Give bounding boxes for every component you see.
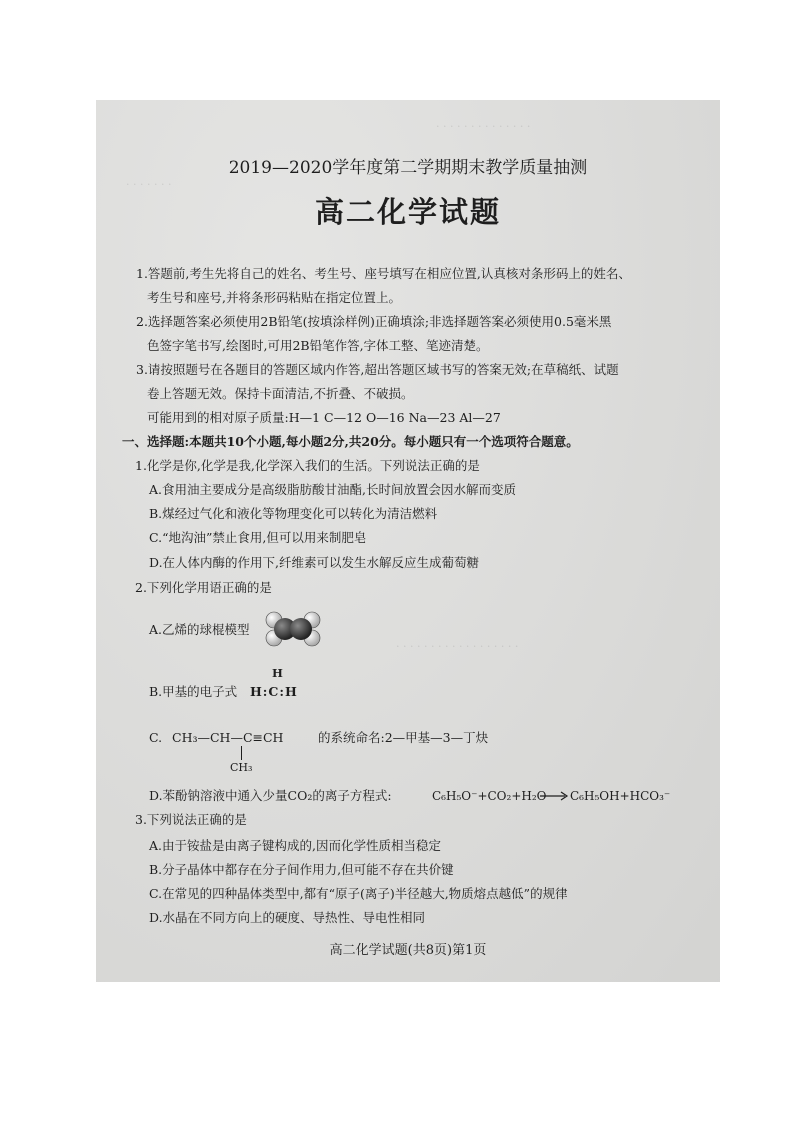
- instruction-2-line-1: 2.选择题答案必须使用2B铅笔(按填涂样例)正确填涂;非选择题答案必须使用0.5毫米黑: [136, 314, 612, 329]
- exam-title: 2019—2020学年度第二学期期末教学质量抽测: [228, 158, 588, 178]
- bleed-through-decoration: · · · · · · · · · · · · · · · · · ·: [396, 640, 519, 653]
- instruction-1-line-1: 1.答题前,考生先将自己的姓名、考生号、座号填写在相应位置,认真核对条形码上的姓名、: [136, 266, 631, 281]
- q3-stem: 3.下列说法正确的是: [135, 812, 247, 827]
- q1-option-a: A.食用油主要成分是高级脂肪酸甘油酯,长时间放置会因水解而变质: [149, 482, 516, 497]
- q1-option-d: D.在人体内酶的作用下,纤维素可以发生水解反应生成葡萄糖: [149, 555, 480, 570]
- reaction-arrow-icon: [539, 790, 569, 802]
- q3-option-a: A.由于铵盐是由离子键构成的,因而化学性质相当稳定: [149, 838, 441, 853]
- q3-option-b: B.分子晶体中都存在分子间作用力,但可能不存在共价键: [149, 862, 454, 877]
- q2-option-b-label: B.甲基的电子式: [149, 684, 238, 699]
- q2-option-c-chain: CH₃—CH—C≡CH: [172, 730, 284, 745]
- branch-bond: [241, 746, 242, 760]
- q2-option-d-left: C₆H₅O⁻+CO₂+H₂O: [432, 789, 547, 803]
- q3-option-d: D.水晶在不同方向上的硬度、导热性、导电性相同: [149, 910, 426, 925]
- q2-stem: 2.下列化学用语正确的是: [135, 580, 272, 595]
- section-1-heading: 一、选择题:本题共10个小题,每小题2分,共20分。每小题只有一个选项符合题意。: [122, 434, 579, 449]
- instruction-2-line-2: 色签字笔书写,绘图时,可用2B铅笔作答,字体工整、笔迹清楚。: [147, 338, 489, 353]
- atomic-masses: 可能用到的相对原子质量:H—1 C—12 O—16 Na—23 Al—27: [147, 410, 501, 425]
- q1-option-c: C.“地沟油”禁止食用,但可以用来制肥皂: [149, 530, 367, 545]
- methyl-formula-top: H: [272, 666, 283, 680]
- q1-stem: 1.化学是你,化学是我,化学深入我们的生活。下列说法正确的是: [135, 458, 480, 473]
- bleed-through-decoration: · · · · · · ·: [126, 178, 172, 191]
- instruction-3-line-1: 3.请按照题号在各题目的答题区域内作答,超出答题区域书写的答案无效;在草稿纸、试题: [136, 362, 619, 377]
- q2-option-d-lead: D.苯酚钠溶液中通入少量CO₂的离子方程式:: [149, 788, 392, 803]
- q2-option-c-label: C.: [149, 730, 163, 745]
- q1-option-b: B.煤经过气化和液化等物理变化可以转化为清洁燃料: [149, 506, 438, 521]
- q2-option-a: A.乙烯的球棍模型: [149, 622, 250, 637]
- exam-page-photo: [96, 100, 720, 982]
- q2-option-d-right: C₆H₅OH+HCO₃⁻: [570, 789, 671, 803]
- q2-option-c-text: 的系统命名:2—甲基—3—丁炔: [318, 730, 489, 745]
- instruction-1-line-2: 考生号和座号,并将条形码粘贴在指定位置上。: [147, 290, 401, 305]
- ethylene-ball-stick-model-icon: [264, 610, 322, 648]
- bleed-through-decoration: · · · · · · · · · · · · · ·: [436, 120, 531, 133]
- instruction-3-line-2: 卷上答题无效。保持卡面清洁,不折叠、不破损。: [147, 386, 414, 401]
- q3-option-c: C.在常见的四种晶体类型中,都有“原子(离子)半径越大,物质熔点越低”的规律: [149, 886, 568, 901]
- page-footer: 高二化学试题(共8页)第1页: [329, 943, 487, 958]
- methyl-formula-middle: H:C:H: [250, 684, 298, 699]
- q2-option-c-branch: CH₃: [230, 761, 253, 774]
- subject-title: 高二化学试题: [314, 195, 501, 229]
